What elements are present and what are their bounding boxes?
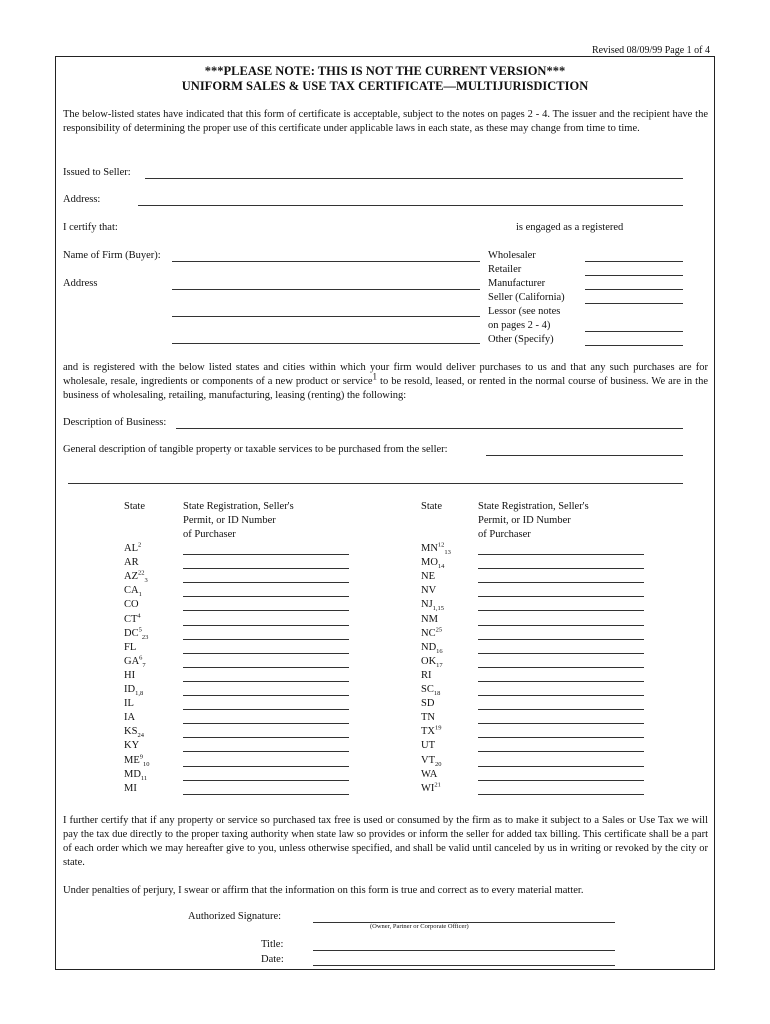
registered-paragraph xyxy=(63,361,708,403)
state-footnote-sub: 24 xyxy=(137,732,144,740)
state-column-header-left: State xyxy=(124,501,145,512)
state-abbreviation: OK xyxy=(421,655,437,667)
state-code xyxy=(421,755,442,766)
state-footnote-sup: 22 xyxy=(138,569,145,577)
state-code xyxy=(421,656,443,667)
state-code xyxy=(421,726,442,737)
state-code xyxy=(421,571,435,582)
state-abbreviation: ME xyxy=(124,754,140,766)
state-registration-field[interactable] xyxy=(183,625,349,626)
state-abbreviation: NE xyxy=(421,571,435,583)
notice-title: ***PLEASE NOTE: THIS IS NOT THE CURRENT VERSION*** xyxy=(204,64,566,78)
state-abbreviation: UT xyxy=(421,740,435,752)
state-abbreviation: WI xyxy=(421,782,435,794)
state-registration-field[interactable] xyxy=(478,780,644,781)
state-abbreviation: CA xyxy=(124,585,139,597)
state-abbreviation: IL xyxy=(124,698,134,710)
state-abbreviation: HI xyxy=(124,669,136,681)
general-description-field-2[interactable] xyxy=(68,483,683,484)
issued-to-label: Issued to Seller: xyxy=(63,167,131,178)
state-abbreviation: IA xyxy=(124,712,136,724)
state-code xyxy=(124,614,141,625)
issued-to-field[interactable] xyxy=(145,178,683,179)
title-label: Title: xyxy=(261,939,284,950)
state-abbreviation: MI xyxy=(124,782,137,794)
state-abbreviation: MO xyxy=(421,557,438,569)
state-footnote-sub: 13 xyxy=(444,549,451,557)
lessor-field[interactable] xyxy=(585,331,683,332)
state-footnote-sup: 4 xyxy=(137,612,141,619)
state-footnote-sup: 6 xyxy=(139,654,143,662)
state-registration-field[interactable] xyxy=(183,653,349,654)
state-abbreviation: AZ xyxy=(124,571,138,583)
role-lessor: Lessor (see notes xyxy=(488,306,561,317)
registered-text-2: to be resold, leased, or rented in the normal course of business. We are in the business of wholesaling, retailing, manufacturing, leasing (renting) the following: xyxy=(63,376,708,401)
state-code xyxy=(124,769,147,780)
state-abbreviation: KS xyxy=(124,726,138,738)
state-abbreviation: SC xyxy=(421,684,434,695)
firm-address-field-1[interactable] xyxy=(172,289,480,290)
state-footnote-sub: 23 xyxy=(141,633,149,641)
state-code xyxy=(124,543,141,554)
business-description-label: Description of Business: xyxy=(63,417,167,428)
footnote-1: 1 xyxy=(372,371,378,382)
state-registration-field[interactable] xyxy=(478,625,644,626)
state-registration-field[interactable] xyxy=(183,723,349,724)
state-registration-field[interactable] xyxy=(183,554,349,555)
state-code xyxy=(421,670,432,681)
state-code xyxy=(421,740,435,751)
general-description-field[interactable] xyxy=(486,455,683,456)
role-seller-california: Seller (California) xyxy=(488,292,565,303)
state-code xyxy=(124,726,144,740)
state-code xyxy=(421,585,436,596)
state-column-header-right: State xyxy=(421,501,442,512)
registration-header-right-1: State Registration, Seller's xyxy=(478,501,589,512)
registration-header-left-3: of Purchaser xyxy=(183,529,236,540)
further-certify-paragraph: I further certify that if any property or service so purchased tax free is used or consumed by the firm as to make it subject to a Sales or Use Tax we will pay the tax due directly to the proper taxing authority when state law so provides or inform the seller for added tax billing. This certificate shall be a part of each order which we may hereafter give to you, unless otherwise specified, and shall be valid until canceled by us in writing or revoked by the city or state. xyxy=(63,815,708,868)
state-registration-field[interactable] xyxy=(478,737,644,738)
state-abbreviation: GA xyxy=(124,655,140,667)
state-abbreviation: NM xyxy=(421,613,438,625)
state-abbreviation: TX xyxy=(421,726,435,738)
state-abbreviation: KY xyxy=(124,740,140,752)
state-code xyxy=(124,670,135,681)
state-footnote-sup: 12 xyxy=(437,541,445,549)
state-abbreviation: FL xyxy=(124,641,137,653)
business-description-field[interactable] xyxy=(176,428,683,429)
state-code xyxy=(124,585,142,599)
date-label: Date: xyxy=(261,954,284,965)
role-other: Other (Specify) xyxy=(488,334,554,345)
role-lessor-note: on pages 2 - 4) xyxy=(488,320,551,331)
state-footnote-sub: 14 xyxy=(437,563,445,571)
state-footnote-sub: 17 xyxy=(436,661,443,669)
state-registration-field[interactable] xyxy=(478,653,644,654)
state-abbreviation: MD xyxy=(124,768,141,780)
state-abbreviation: TN xyxy=(421,712,435,724)
state-abbreviation: AL xyxy=(124,543,138,554)
state-footnote-sub: 18 xyxy=(433,690,441,698)
state-registration-field[interactable] xyxy=(478,709,644,710)
state-abbreviation: VT xyxy=(421,754,435,766)
seller-address-field[interactable] xyxy=(138,205,683,206)
state-footnote-sub: 16 xyxy=(436,647,443,655)
state-code xyxy=(421,698,434,709)
state-code xyxy=(421,712,435,723)
state-registration-field[interactable] xyxy=(478,751,644,752)
state-code xyxy=(124,557,139,568)
state-footnote-sub: 1 xyxy=(138,591,142,599)
state-footnote-sup: 19 xyxy=(435,724,442,732)
state-code xyxy=(421,599,445,613)
state-registration-field[interactable] xyxy=(478,610,644,611)
signature-note: (Owner, Partner or Corporate Officer) xyxy=(370,923,469,930)
state-footnote-sup: 5 xyxy=(138,626,142,634)
state-footnote-sub: 10 xyxy=(143,760,150,768)
state-registration-field[interactable] xyxy=(478,568,644,569)
state-registration-field[interactable] xyxy=(478,681,644,682)
state-code xyxy=(124,755,150,766)
registered-text-1: and is registered with the below listed states and cities within which your firm would deliver purchases to us and that any such purchases are for wholesale, resale, ingredients or components of a new product or service xyxy=(63,362,708,387)
state-code xyxy=(421,684,441,698)
perjury-statement: Under penalties of perjury, I swear or affirm that the information on this form is true and correct as to every material matter. xyxy=(63,885,584,896)
state-code xyxy=(124,783,137,794)
state-registration-field[interactable] xyxy=(183,639,349,640)
state-abbreviation: ID xyxy=(124,684,136,695)
address-label: Address: xyxy=(63,194,101,205)
state-footnote-sub: 1,8 xyxy=(135,690,144,698)
state-registration-field[interactable] xyxy=(183,681,349,682)
manufacturer-field[interactable] xyxy=(585,289,683,290)
state-registration-field[interactable] xyxy=(478,582,644,583)
state-abbreviation: DC xyxy=(124,627,139,639)
state-code xyxy=(124,712,135,723)
state-code xyxy=(421,628,442,639)
registration-header-right-3: of Purchaser xyxy=(478,529,531,540)
state-registration-field[interactable] xyxy=(478,667,644,668)
state-footnote-sub: 3 xyxy=(144,577,148,585)
title-field[interactable] xyxy=(313,950,615,951)
state-abbreviation: NV xyxy=(421,585,437,597)
state-registration-field[interactable] xyxy=(183,709,349,710)
state-abbreviation: RI xyxy=(421,669,432,681)
state-code xyxy=(124,698,134,709)
state-footnote-sup: 21 xyxy=(434,781,441,789)
state-abbreviation: ND xyxy=(421,641,437,653)
state-footnote-sub: 1,15 xyxy=(432,605,445,613)
state-footnote-sub: 7 xyxy=(142,661,146,669)
state-code xyxy=(124,599,139,610)
state-registration-field[interactable] xyxy=(183,596,349,597)
state-abbreviation: NC xyxy=(421,627,436,639)
retailer-field[interactable] xyxy=(585,275,683,276)
state-footnote-sup: 2 xyxy=(138,541,142,549)
seller-california-field[interactable] xyxy=(585,303,683,304)
state-registration-field[interactable] xyxy=(478,794,644,795)
state-abbreviation: CO xyxy=(124,599,139,611)
signature-label: Authorized Signature: xyxy=(188,911,282,922)
state-abbreviation: WA xyxy=(421,768,438,780)
state-registration-field[interactable] xyxy=(183,766,349,767)
date-field[interactable] xyxy=(313,965,615,966)
state-registration-field[interactable] xyxy=(478,723,644,724)
state-registration-field[interactable] xyxy=(478,554,644,555)
state-code xyxy=(124,656,146,667)
firm-address-field-2[interactable] xyxy=(172,316,480,317)
state-registration-field[interactable] xyxy=(478,639,644,640)
state-code xyxy=(421,783,441,794)
certify-label: I certify that: xyxy=(63,222,118,233)
state-code xyxy=(421,614,438,625)
revision-header: Revised 08/09/99 Page 1 of 4 xyxy=(591,45,710,56)
state-footnote-sub: 20 xyxy=(435,760,442,768)
state-footnote-sup: 9 xyxy=(139,753,143,760)
state-registration-field[interactable] xyxy=(478,695,644,696)
state-code xyxy=(421,769,437,780)
state-registration-field[interactable] xyxy=(183,737,349,738)
registration-header-right-2: Permit, or ID Number xyxy=(478,515,571,526)
state-footnote-sup: 25 xyxy=(435,626,443,634)
firm-name-label: Name of Firm (Buyer): xyxy=(63,250,161,261)
firm-name-field[interactable] xyxy=(172,261,480,262)
state-code xyxy=(421,541,451,557)
state-registration-field[interactable] xyxy=(183,794,349,795)
state-abbreviation: NJ xyxy=(421,599,433,611)
state-code xyxy=(124,628,148,639)
general-description-label: General description of tangible property or taxable services to be purchased from the seller: xyxy=(63,444,448,455)
state-registration-field[interactable] xyxy=(183,780,349,781)
state-code xyxy=(124,740,139,751)
firm-address-field-3[interactable] xyxy=(172,343,480,344)
state-registration-field[interactable] xyxy=(183,568,349,569)
state-abbreviation: SD xyxy=(421,698,435,710)
state-registration-field[interactable] xyxy=(183,751,349,752)
engaged-label: is engaged as a registered xyxy=(516,222,624,233)
form-title: UNIFORM SALES & USE TAX CERTIFICATE—MULTIJURISDICTION xyxy=(181,79,589,93)
state-abbreviation: AR xyxy=(124,557,139,569)
state-code xyxy=(124,569,148,585)
state-registration-field[interactable] xyxy=(183,582,349,583)
state-registration-field[interactable] xyxy=(478,766,644,767)
state-registration-field[interactable] xyxy=(183,695,349,696)
state-code xyxy=(421,642,443,653)
state-registration-field[interactable] xyxy=(183,667,349,668)
intro-paragraph: The below-listed states have indicated that this form of certificate is acceptable, subject to the notes on pages 2 - 4. The issuer and the recipient have the responsibility of determining the proper use of this certificate under applicable laws in each state, as these may change from time to time. xyxy=(63,109,708,134)
other-field[interactable] xyxy=(585,345,683,346)
state-footnote-sub: 11 xyxy=(140,774,148,782)
state-code xyxy=(124,642,136,653)
firm-address-label: Address xyxy=(63,278,98,289)
state-code xyxy=(124,684,144,698)
state-registration-field[interactable] xyxy=(183,610,349,611)
state-code xyxy=(421,557,445,571)
state-abbreviation: CT xyxy=(124,613,138,625)
wholesaler-field[interactable] xyxy=(585,261,683,262)
role-wholesaler: Wholesaler xyxy=(488,250,536,261)
role-manufacturer: Manufacturer xyxy=(488,278,546,289)
state-registration-field[interactable] xyxy=(478,596,644,597)
state-abbreviation: MN xyxy=(421,543,438,554)
registration-header-left-1: State Registration, Seller's xyxy=(183,501,294,512)
registration-header-left-2: Permit, or ID Number xyxy=(183,515,276,526)
role-retailer: Retailer xyxy=(488,264,522,275)
